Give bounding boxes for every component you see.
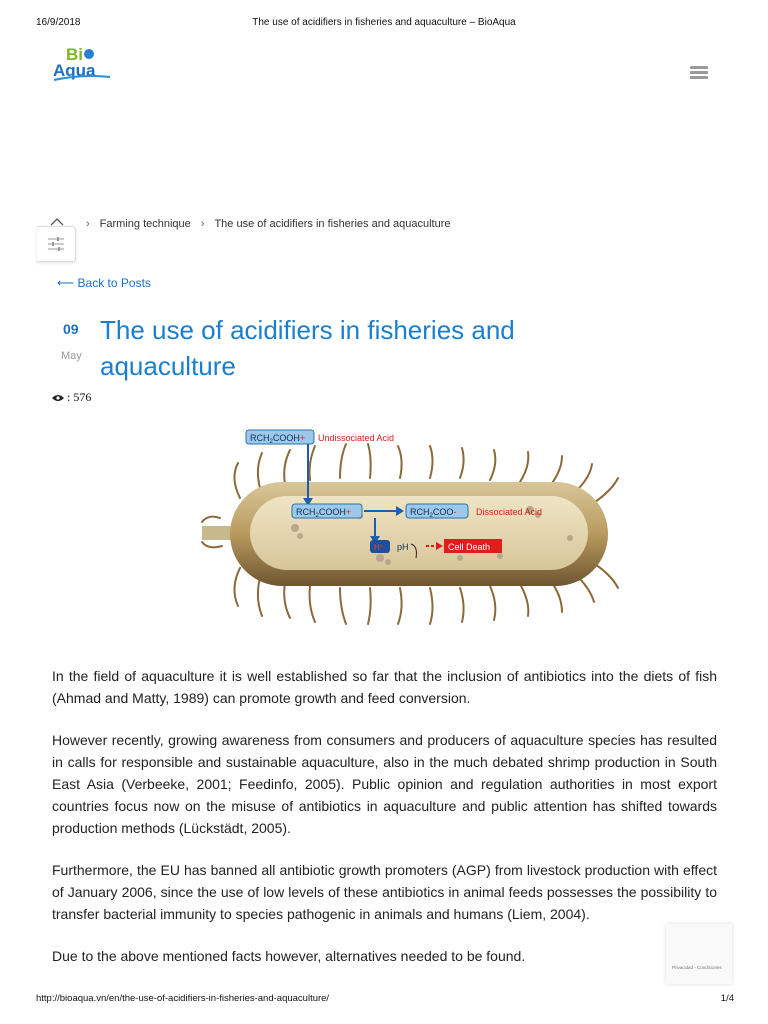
breadcrumb-item-current: The use of acidifiers in fisheries and aquaculture: [214, 218, 451, 230]
svg-text:H⁺: H⁺: [374, 543, 384, 552]
svg-text:RCH2COO-: $RCH_2COO-$: [410, 507, 457, 519]
breadcrumb-separator: ›: [86, 218, 90, 230]
article-paragraph: However recently, growing awareness from consumers and producers of aquaculture species has resulted in calls for responsible and sustainable aquaculture, also in the much debated shrimp production in South East Asia (Verbeeke, 2001; Feedinfo, 2005). Public opinion and regulation authorities in most export countries focus now on the misuse of antibiotics in aquaculture and public attention has shifted towards production methods (Lückstädt, 2005).: [52, 732, 717, 836]
print-date: 16/9/2018: [36, 17, 81, 28]
post-date-month: May: [61, 350, 82, 362]
back-to-posts-link[interactable]: ⟵ Back to Posts: [57, 276, 151, 290]
eye-icon: [52, 394, 64, 402]
bioaqua-logo[interactable]: [52, 44, 114, 84]
menu-icon[interactable]: [690, 66, 708, 80]
breadcrumb-separator: ›: [200, 218, 205, 230]
bacteria-acidifier-diagram: [200, 418, 630, 640]
post-date-day: 09: [63, 321, 79, 337]
recaptcha-badge[interactable]: [666, 924, 732, 984]
print-page-number: 1/4: [720, 993, 734, 1004]
label-undissociated-acid: Undissociated Acid: [318, 433, 395, 443]
svg-text:RCH2COOH+: $RCH_2COOH+$: [250, 433, 306, 445]
breadcrumb-item-farming-technique[interactable]: Farming technique: [99, 218, 191, 230]
filter-toggle-button[interactable]: [37, 226, 76, 262]
article-paragraph: Due to the above mentioned facts however, alternatives needed to be found.: [52, 948, 526, 964]
article-body: [52, 665, 717, 987]
label-cell-death: Cell Death: [448, 542, 491, 552]
article-paragraph: In the field of aquaculture it is well established so far that the inclusion of antibiotics into the diets of fish (Ahmad and Matty, 1989) can promote growth and feed conversion.: [52, 668, 717, 706]
view-count: [52, 390, 91, 405]
breadcrumb: [50, 218, 450, 230]
article-paragraph: Furthermore, the EU has banned all antibiotic growth promoters (AGP) from livestock production with effect of January 2006, since the use of low levels of these antibiotics in animal feeds possesses the possibility to transfer bacterial immunity to species pathogenic in animals and humans (Liem, 2004).: [52, 862, 717, 922]
svg-text:Aqua: Aqua: [53, 61, 96, 80]
svg-text:RCH2COOH+: $RCH_2COOH+$: [296, 507, 352, 519]
filter-icon: [48, 237, 64, 251]
svg-text:Bi: Bi: [66, 45, 83, 64]
label-ph: pH: [397, 542, 409, 552]
print-title: The use of acidifiers in fisheries and aquaculture – BioAqua: [252, 17, 516, 28]
recaptcha-text: Privacidad - Condiciones: [672, 965, 722, 970]
post-title: The use of acidifiers in fisheries and aquaculture: [100, 315, 515, 381]
print-url: http://bioaqua.vn/en/the-use-of-acidifiers-in-fisheries-and-aquaculture/: [36, 993, 330, 1004]
label-dissociated-acid: Dissociated Acid: [476, 507, 543, 517]
view-count-value: : 576: [67, 390, 92, 404]
